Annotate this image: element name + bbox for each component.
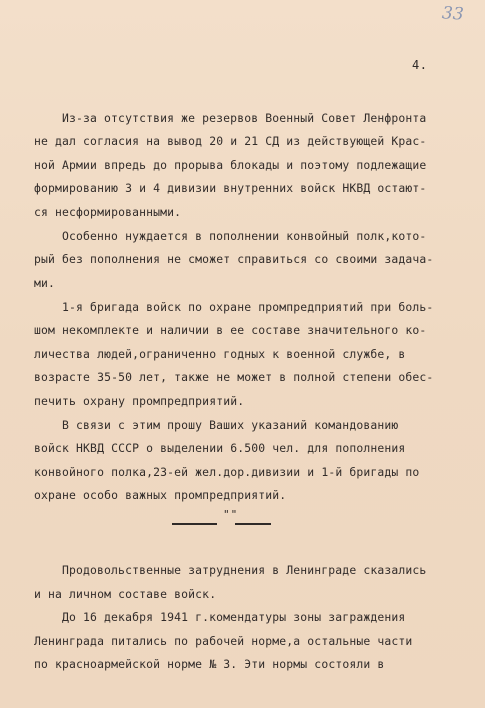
separator-rule-left	[172, 523, 217, 525]
text-line: войск НКВД СССР о выделении 6.500 чел. для пополнения	[34, 441, 406, 455]
text-line: возрасте 35-50 лет, также не может в полной степени обес-	[34, 370, 434, 384]
text-line: 1-я бригада войск по охране промпредприятий при боль-	[62, 300, 434, 314]
page-number: 4.	[412, 58, 428, 72]
text-line: ся несформированными.	[34, 205, 182, 219]
text-line: охране особо важных промпредприятий.	[34, 488, 287, 502]
text-line: личества людей,ограниченно годных к военной службе, в	[34, 347, 406, 361]
text-line: печить охрану промпредприятий.	[34, 394, 245, 408]
text-line: Особенно нуждается в пополнении конвойный полк,кото-	[62, 229, 427, 243]
text-line: по красноармейской норме № 3. Эти нормы состояли в	[34, 657, 385, 671]
text-line: Продовольственные затруднения в Ленинграде сказались	[62, 563, 427, 577]
text-line: конвойного полка,23-ей жел.дор.дивизии и 1-й бригады по	[34, 465, 420, 479]
text-line: ми.	[34, 276, 56, 290]
text-line: рый без пополнения не сможет справиться со своими задача-	[34, 252, 434, 266]
archive-folio-number: 33	[441, 3, 465, 25]
text-line: не дал согласия на вывод 20 и 21 СД из действующей Крас-	[34, 134, 427, 148]
text-line: Ленинграда питались по рабочей норме,а остальные части	[34, 634, 413, 648]
text-line: шом некомплекте и наличии в ее составе значительного ко-	[34, 323, 427, 337]
text-line: Из-за отсутствия же резервов Военный Совет Ленфронта	[62, 111, 427, 125]
separator-mark: ""	[223, 508, 239, 521]
text-line: и на личном составе войск.	[34, 587, 217, 601]
text-line: формированию 3 и 4 дивизии внутренних войск НКВД остают-	[34, 181, 427, 195]
separator-rule-right	[235, 523, 271, 525]
text-line: До 16 декабря 1941 г.комендатуры зоны заграждения	[62, 610, 406, 624]
text-line: ной Армии впредь до прорыва блокады и поэтому подлежащие	[34, 158, 427, 172]
text-line: В связи с этим прошу Ваших указаний командованию	[62, 418, 399, 432]
